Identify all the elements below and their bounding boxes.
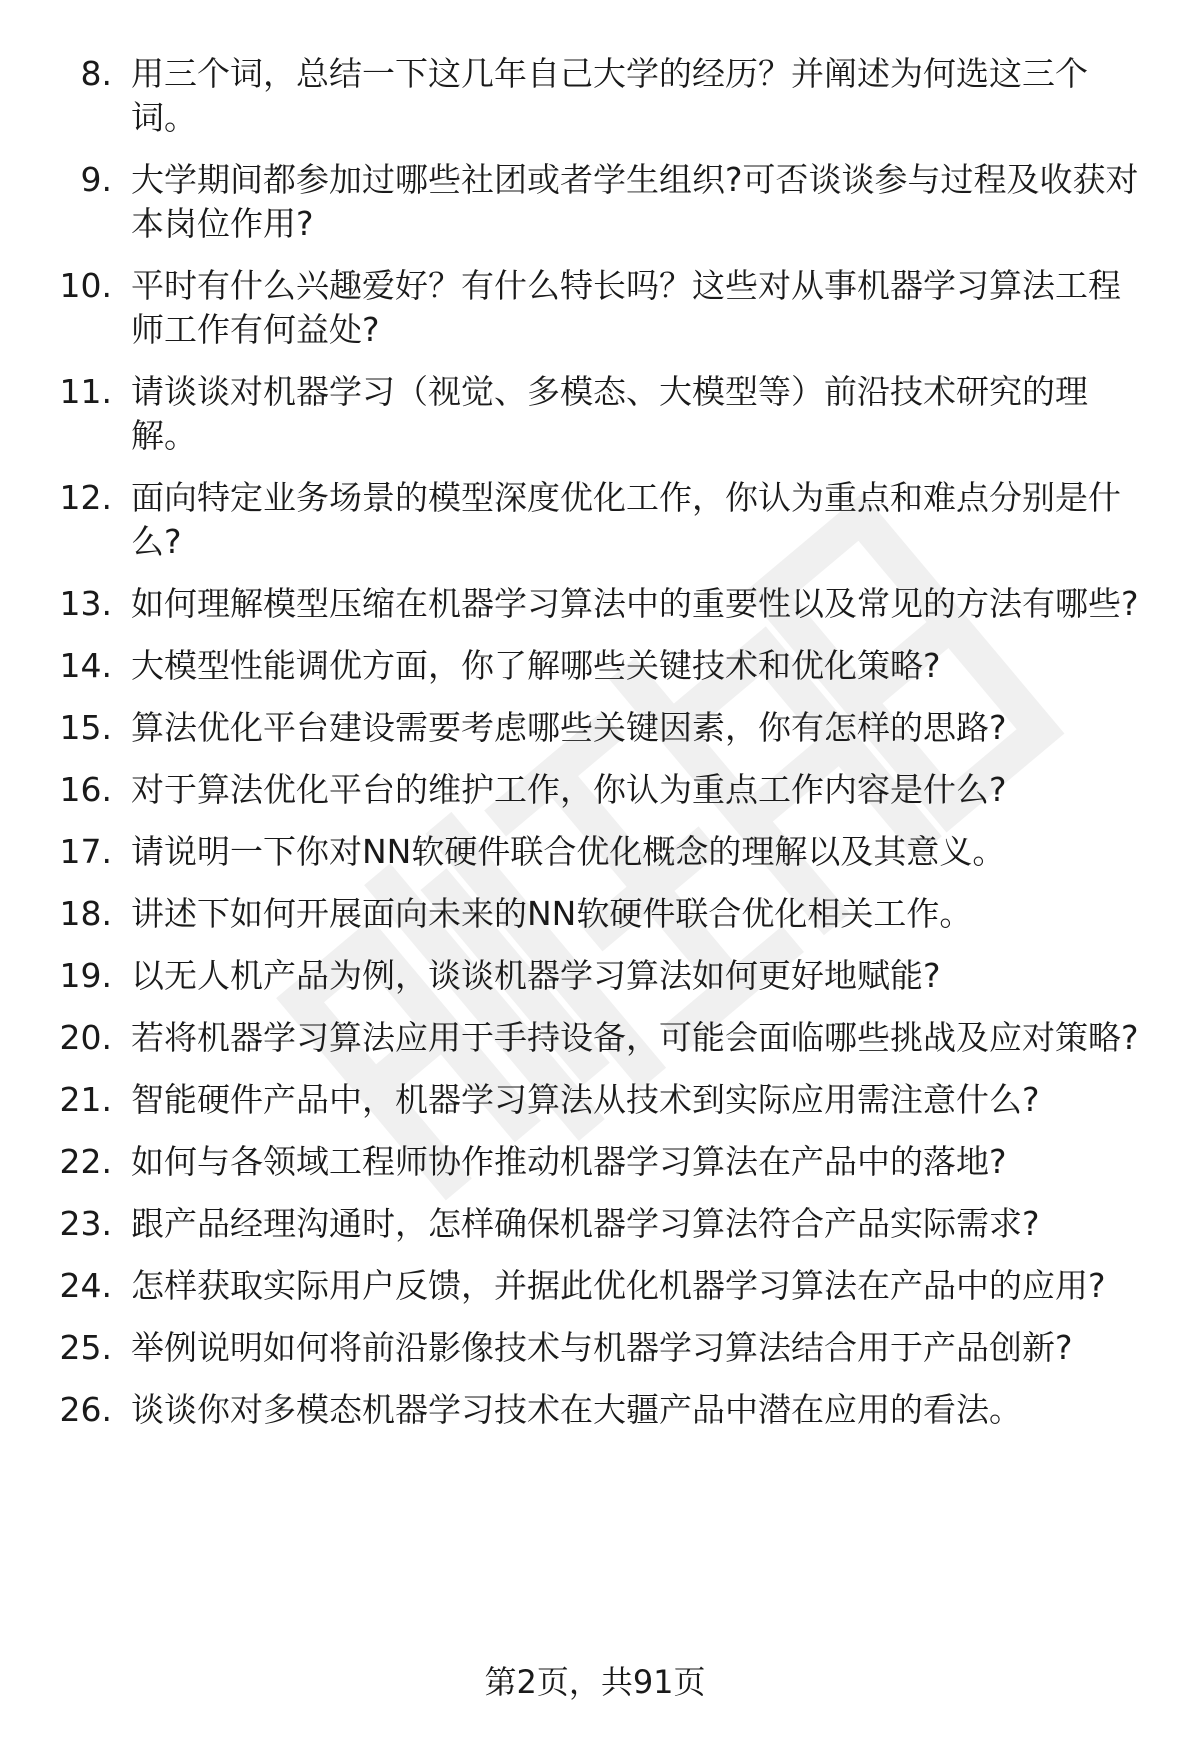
question-text: 对于算法优化平台的维护工作，你认为重点工作内容是什么? xyxy=(131,770,1007,809)
question-number: 22. xyxy=(59,1142,112,1181)
question-text: 讲述下如何开展面向未来的NN软硬件联合优化相关工作。 xyxy=(131,894,973,933)
question-item xyxy=(0,1016,1190,1060)
question-number: 13. xyxy=(59,584,112,623)
question-number: 16. xyxy=(59,770,112,809)
question-item xyxy=(0,1264,1190,1308)
question-item xyxy=(0,1140,1190,1184)
question-number: 11. xyxy=(59,372,112,411)
question-number: 14. xyxy=(59,646,112,685)
question-number: 19. xyxy=(59,956,112,995)
question-number: 15. xyxy=(59,708,112,747)
question-text: 怎样获取实际用户反馈，并据此优化机器学习算法在产品中的应用? xyxy=(131,1266,1106,1305)
question-item xyxy=(0,1202,1190,1246)
question-text: 面向特定业务场景的模型深度优化工作，你认为重点和难点分别是什么? xyxy=(131,478,1121,561)
question-number: 25. xyxy=(59,1328,112,1367)
question-item xyxy=(0,52,1190,140)
question-number: 9. xyxy=(80,160,112,199)
question-text: 请说明一下你对NN软硬件联合优化概念的理解以及其意义。 xyxy=(131,832,1006,871)
question-text: 大模型性能调优方面，你了解哪些关键技术和优化策略? xyxy=(131,646,941,685)
question-list xyxy=(0,52,1190,1450)
question-item xyxy=(0,1388,1190,1432)
question-item xyxy=(0,476,1190,564)
question-text: 举例说明如何将前沿影像技术与机器学习算法结合用于产品创新? xyxy=(131,1328,1073,1367)
question-number: 18. xyxy=(59,894,112,933)
question-number: 12. xyxy=(59,478,112,517)
question-text: 如何理解模型压缩在机器学习算法中的重要性以及常见的方法有哪些? xyxy=(131,584,1139,623)
question-item xyxy=(0,706,1190,750)
question-text: 如何与各领域工程师协作推动机器学习算法在产品中的落地? xyxy=(131,1142,1007,1181)
question-item xyxy=(0,1078,1190,1122)
question-text: 谈谈你对多模态机器学习技术在大疆产品中潜在应用的看法。 xyxy=(131,1390,1022,1429)
question-item xyxy=(0,954,1190,998)
question-item xyxy=(0,264,1190,352)
question-number: 24. xyxy=(59,1266,112,1305)
question-text: 算法优化平台建设需要考虑哪些关键因素，你有怎样的思路? xyxy=(131,708,1007,747)
question-item xyxy=(0,644,1190,688)
question-item xyxy=(0,1326,1190,1370)
question-text: 请谈谈对机器学习（视觉、多模态、大模型等）前沿技术研究的理解。 xyxy=(131,372,1088,455)
question-number: 26. xyxy=(59,1390,112,1429)
question-number: 20. xyxy=(59,1018,112,1057)
question-text: 用三个词，总结一下这几年自己大学的经历？并阐述为何选这三个词。 xyxy=(131,54,1088,137)
question-text: 跟产品经理沟通时，怎样确保机器学习算法符合产品实际需求? xyxy=(131,1204,1040,1243)
question-text: 平时有什么兴趣爱好？有什么特长吗？这些对从事机器学习算法工程师工作有何益处? xyxy=(131,266,1121,349)
question-number: 21. xyxy=(59,1080,112,1119)
question-number: 10. xyxy=(59,266,112,305)
question-item xyxy=(0,158,1190,246)
question-item xyxy=(0,370,1190,458)
question-item xyxy=(0,830,1190,874)
question-text: 大学期间都参加过哪些社团或者学生组织?可否谈谈参与过程及收获对本岗位作用? xyxy=(131,160,1139,243)
question-number: 23. xyxy=(59,1204,112,1243)
question-text: 以无人机产品为例，谈谈机器学习算法如何更好地赋能? xyxy=(131,956,941,995)
question-item xyxy=(0,768,1190,812)
question-text: 若将机器学习算法应用于手持设备，可能会面临哪些挑战及应对策略? xyxy=(131,1018,1139,1057)
page-footer: 第2页，共91页 xyxy=(484,1663,706,1701)
question-text: 智能硬件产品中，机器学习算法从技术到实际应用需注意什么? xyxy=(131,1080,1040,1119)
question-item xyxy=(0,582,1190,626)
question-number: 17. xyxy=(59,832,112,871)
question-number: 8. xyxy=(80,54,112,93)
question-item xyxy=(0,892,1190,936)
